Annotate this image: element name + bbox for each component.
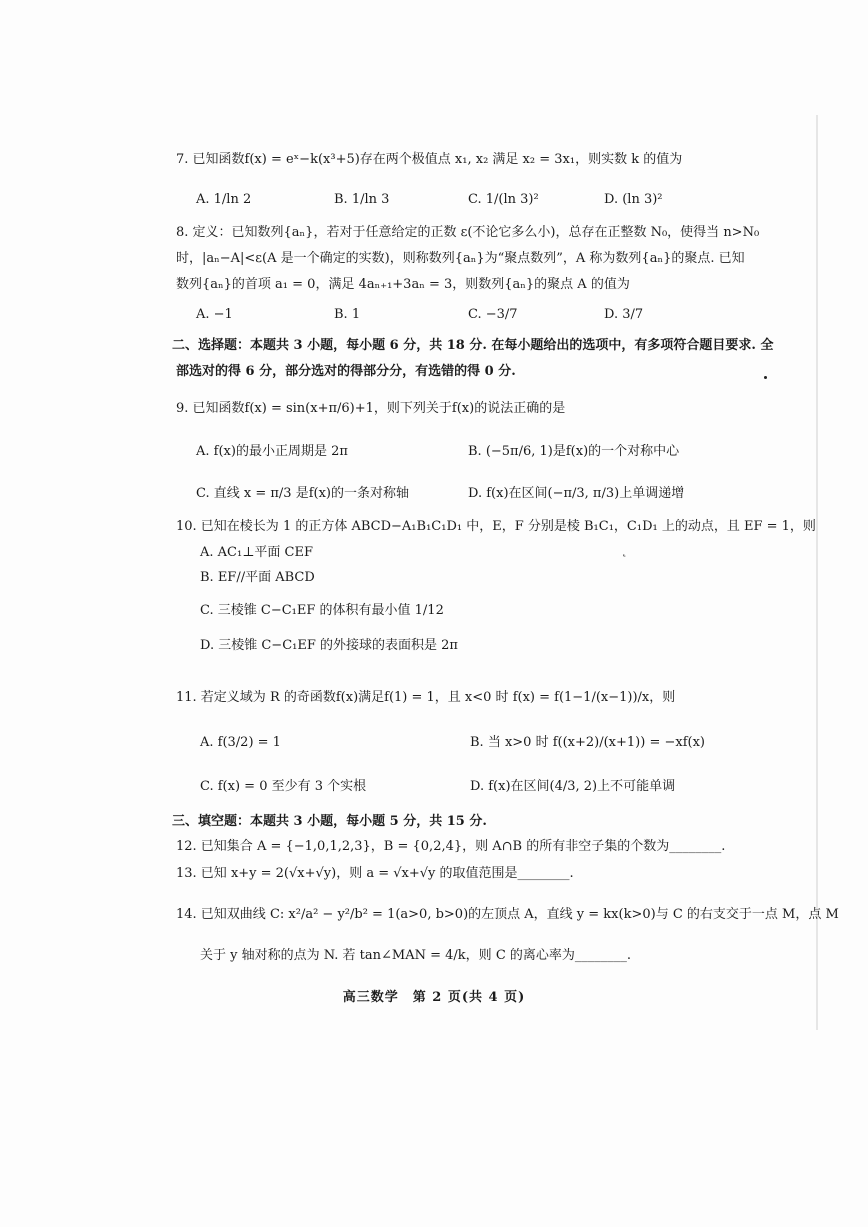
q11-stem: 11. 若定义域为 R 的奇函数f(x)满足f(1) = 1，且 x<0 时 f(x) = f(1−1/(x−1))/x，则 xyxy=(176,690,676,705)
q9-option-c: C. 直线 x = π/3 是f(x)的一条对称轴 xyxy=(196,486,409,501)
section2-header-line2: 部选对的得 6 分，部分选对的得部分分，有选错的得 0 分. xyxy=(176,364,516,379)
q8-line1: 8. 定义：已知数列{aₙ}，若对于任意给定的正数 ε(不论它多么小)，总存在正整数 N₀，使得当 n>N₀ xyxy=(176,225,760,240)
q11-option-b: B. 当 x>0 时 f((x+2)/(x+1)) = −xf(x) xyxy=(470,735,705,750)
q10-option-a: A. AC₁⊥平面 CEF xyxy=(200,545,314,560)
q12-stem: 12. 已知集合 A = {−1,0,1,2,3}，B = {0,2,4}，则 A∩B 的所有非空子集的个数为________. xyxy=(176,839,726,854)
q7-option-c: C. 1/(ln 3)² xyxy=(468,192,539,207)
q9-option-a: A. f(x)的最小正周期是 2π xyxy=(196,444,348,459)
q9-option-d: D. f(x)在区间(−π/3, π/3)上单调递增 xyxy=(468,486,685,501)
q14-line1: 14. 已知双曲线 C: x²/a² − y²/b² = 1(a>0, b>0)的左顶点 A，直线 y = kx(k>0)与 C 的右支交于一点 M，点 M xyxy=(176,907,839,922)
q11-option-a: A. f(3/2) = 1 xyxy=(200,735,281,750)
q7-option-d: D. (ln 3)² xyxy=(604,192,663,207)
section3-header: 三、填空题：本题共 3 小题，每小题 5 分，共 15 分. xyxy=(172,814,487,829)
q7-option-a: A. 1/ln 2 xyxy=(196,192,252,207)
q8-option-b: B. 1 xyxy=(334,307,361,322)
scan-mark: ˛ xyxy=(621,543,628,558)
scan-edge xyxy=(816,115,818,1030)
q10-option-d: D. 三棱锥 C−C₁EF 的外接球的表面积是 2π xyxy=(200,638,458,653)
q8-line2: 时，|aₙ−A|<ε(A 是一个确定的实数)，则称数列{aₙ}为“聚点数列”，A 称为数列{aₙ}的聚点. 已知 xyxy=(176,251,745,266)
q9-option-b: B. (−5π/6, 1)是f(x)的一个对称中心 xyxy=(468,444,680,459)
q10-option-b: B. EF//平面 ABCD xyxy=(200,570,315,585)
q8-option-d: D. 3/7 xyxy=(604,307,644,322)
q9-stem: 9. 已知函数f(x) = sin(x+π/6)+1，则下列关于f(x)的说法正确的是 xyxy=(176,401,566,416)
q10-stem: 10. 已知在棱长为 1 的正方体 ABCD−A₁B₁C₁D₁ 中，E，F 分别是棱 B₁C₁，C₁D₁ 上的动点，且 EF = 1，则 xyxy=(176,519,816,534)
q7-stem: 7. 已知函数f(x) = eˣ−k(x³+5)存在两个极值点 x₁, x₂ 满足 x₂ = 3x₁，则实数 k 的值为 xyxy=(176,152,683,167)
section2-header-line1: 二、选择题：本题共 3 小题，每小题 6 分，共 18 分. 在每小题给出的选项中，有多项符合题目要求. 全 xyxy=(172,338,774,353)
q11-option-c: C. f(x) = 0 至少有 3 个实根 xyxy=(200,779,367,794)
q8-option-a: A. −1 xyxy=(196,307,233,322)
q11-option-d: D. f(x)在区间(4/3, 2)上不可能单调 xyxy=(470,779,676,794)
q7-option-b: B. 1/ln 3 xyxy=(334,192,390,207)
q13-stem: 13. 已知 x+y = 2(√x+√y)，则 a = √x+√y 的取值范围是________. xyxy=(176,866,574,881)
page-footer: 高三数学 第 2 页(共 4 页) xyxy=(342,990,526,1005)
q10-option-c: C. 三棱锥 C−C₁EF 的体积有最小值 1/12 xyxy=(200,603,444,618)
scan-speck xyxy=(764,376,767,379)
q14-line2: 关于 y 轴对称的点为 N. 若 tan∠MAN = 4/k，则 C 的离心率为________. xyxy=(200,948,632,963)
q8-option-c: C. −3/7 xyxy=(468,307,518,322)
q8-line3: 数列{aₙ}的首项 a₁ = 0，满足 4aₙ₊₁+3aₙ = 3，则数列{aₙ}的聚点 A 的值为 xyxy=(176,277,630,292)
